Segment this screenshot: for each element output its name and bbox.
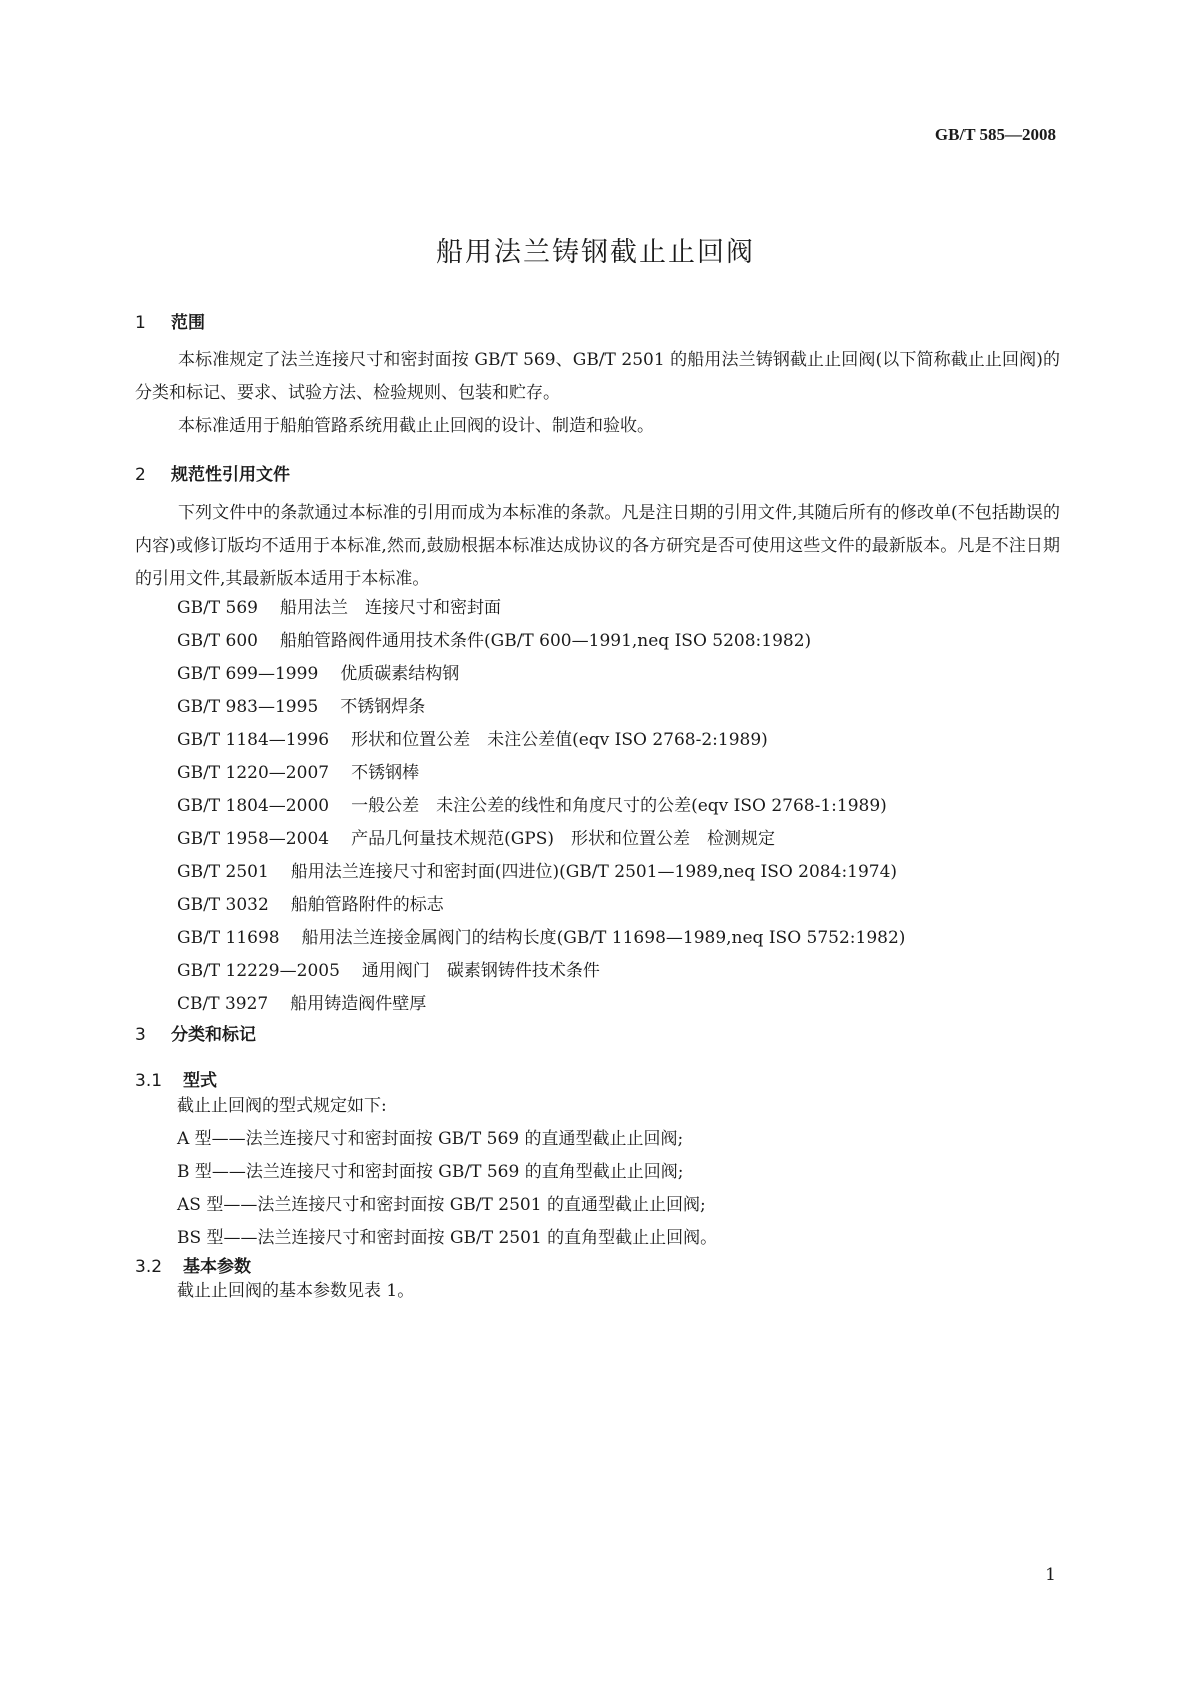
section-2-body: [135, 497, 1060, 596]
paragraph: 本标准适用于船舶管路系统用截止止回阀的设计、制造和验收。: [178, 416, 654, 436]
reference-item: [177, 691, 905, 724]
reference-title: 形状和位置公差 未注公差值(eqv ISO 2768-2:1989): [351, 730, 768, 750]
reference-item: [177, 823, 905, 856]
text-line: BS 型——法兰连接尺寸和密封面按 GB/T 2501 的直角型截止止回阀。: [177, 1228, 718, 1248]
section-1-body: [135, 344, 1060, 443]
section-3-1-heading: [135, 1066, 217, 1091]
reference-title: 船用铸造阀件壁厚: [290, 994, 427, 1014]
reference-code: GB/T 12229—2005: [177, 961, 340, 981]
section-title: 基本参数: [183, 1257, 251, 1277]
section-3-2-heading: [135, 1252, 251, 1277]
reference-item: [177, 889, 905, 922]
reference-item: [177, 757, 905, 790]
section-title: 型式: [183, 1071, 217, 1091]
reference-code: GB/T 3032: [177, 895, 269, 915]
reference-title: 船舶管路阀件通用技术条件(GB/T 600—1991,neq ISO 5208:1982): [280, 631, 812, 651]
reference-code: GB/T 600: [177, 631, 258, 651]
reference-title: 船用法兰连接金属阀门的结构长度(GB/T 11698—1989,neq ISO 5752:1982): [301, 928, 906, 948]
reference-title: 优质碳素结构钢: [340, 664, 460, 684]
reference-code: GB/T 569: [177, 598, 258, 618]
paragraph: 下列文件中的条款通过本标准的引用而成为本标准的条款。凡是注日期的引用文件,其随后所有的修改单(不包括勘误的内容)或修订版均不适用于本标准,然而,鼓励根据本标准达成协议的各方研究是否可使用这些文件的最新版本。凡是不注日期的引用文件,其最新版本适用于本标准。: [135, 503, 1060, 589]
section-title: 规范性引用文件: [171, 465, 290, 485]
reference-code: GB/T 2501: [177, 862, 269, 882]
text-line: 截止止回阀的型式规定如下:: [177, 1096, 387, 1116]
reference-title: 船舶管路附件的标志: [290, 895, 444, 915]
section-number: 3.2: [135, 1257, 163, 1277]
section-1-heading: [135, 308, 205, 333]
reference-code: GB/T 1220—2007: [177, 763, 330, 783]
text-line: AS 型——法兰连接尺寸和密封面按 GB/T 2501 的直通型截止止回阀;: [177, 1195, 706, 1215]
text-line: 截止止回阀的基本参数见表 1。: [177, 1281, 415, 1301]
reference-item: [177, 658, 905, 691]
page-number: 1: [1045, 1565, 1056, 1585]
section-3-2-body: [177, 1275, 414, 1308]
reference-code: GB/T 983—1995: [177, 697, 319, 717]
reference-item: [177, 790, 905, 823]
reference-item: [177, 625, 905, 658]
reference-item: [177, 988, 905, 1021]
reference-title: 船用法兰 连接尺寸和密封面: [280, 598, 501, 618]
reference-title: 通用阀门 碳素钢铸件技术条件: [361, 961, 600, 981]
section-3-heading: [135, 1020, 256, 1045]
text-line: A 型——法兰连接尺寸和密封面按 GB/T 569 的直通型截止止回阀;: [177, 1129, 684, 1149]
reference-title: 一般公差 未注公差的线性和角度尺寸的公差(eqv ISO 2768-1:1989): [351, 796, 887, 816]
section-number: 2: [135, 465, 146, 485]
reference-item: [177, 922, 905, 955]
section-number: 3: [135, 1025, 146, 1045]
reference-code: GB/T 699—1999: [177, 664, 319, 684]
reference-code: GB/T 1958—2004: [177, 829, 330, 849]
reference-title: 产品几何量技术规范(GPS) 形状和位置公差 检测规定: [351, 829, 776, 849]
reference-code: GB/T 1184—1996: [177, 730, 330, 750]
section-number: 1: [135, 313, 146, 333]
reference-title: 船用法兰连接尺寸和密封面(四进位)(GB/T 2501—1989,neq ISO 2084:1974): [290, 862, 898, 882]
section-number: 3.1: [135, 1071, 163, 1091]
reference-title: 不锈钢棒: [351, 763, 420, 783]
section-2-heading: [135, 460, 290, 485]
reference-code: CB/T 3927: [177, 994, 269, 1014]
standard-code: GB/T 585—2008: [934, 125, 1056, 144]
reference-code: GB/T 11698: [177, 928, 280, 948]
reference-item: [177, 592, 905, 625]
text-line: B 型——法兰连接尺寸和密封面按 GB/T 569 的直角型截止止回阀;: [177, 1162, 684, 1182]
section-3-1-body: [177, 1090, 717, 1255]
paragraph: 本标准规定了法兰连接尺寸和密封面按 GB/T 569、GB/T 2501 的船用法兰铸钢截止止回阀(以下简称截止止回阀)的分类和标记、要求、试验方法、检验规则、包装和贮存。: [135, 350, 1060, 403]
reference-code: GB/T 1804—2000: [177, 796, 330, 816]
reference-item: [177, 724, 905, 757]
reference-list: [177, 592, 905, 1021]
reference-item: [177, 955, 905, 988]
page-title: 船用法兰铸钢截止止回阀: [436, 237, 755, 268]
section-title: 分类和标记: [171, 1025, 256, 1045]
reference-title: 不锈钢焊条: [340, 697, 426, 717]
section-title: 范围: [171, 313, 205, 333]
reference-item: [177, 856, 905, 889]
